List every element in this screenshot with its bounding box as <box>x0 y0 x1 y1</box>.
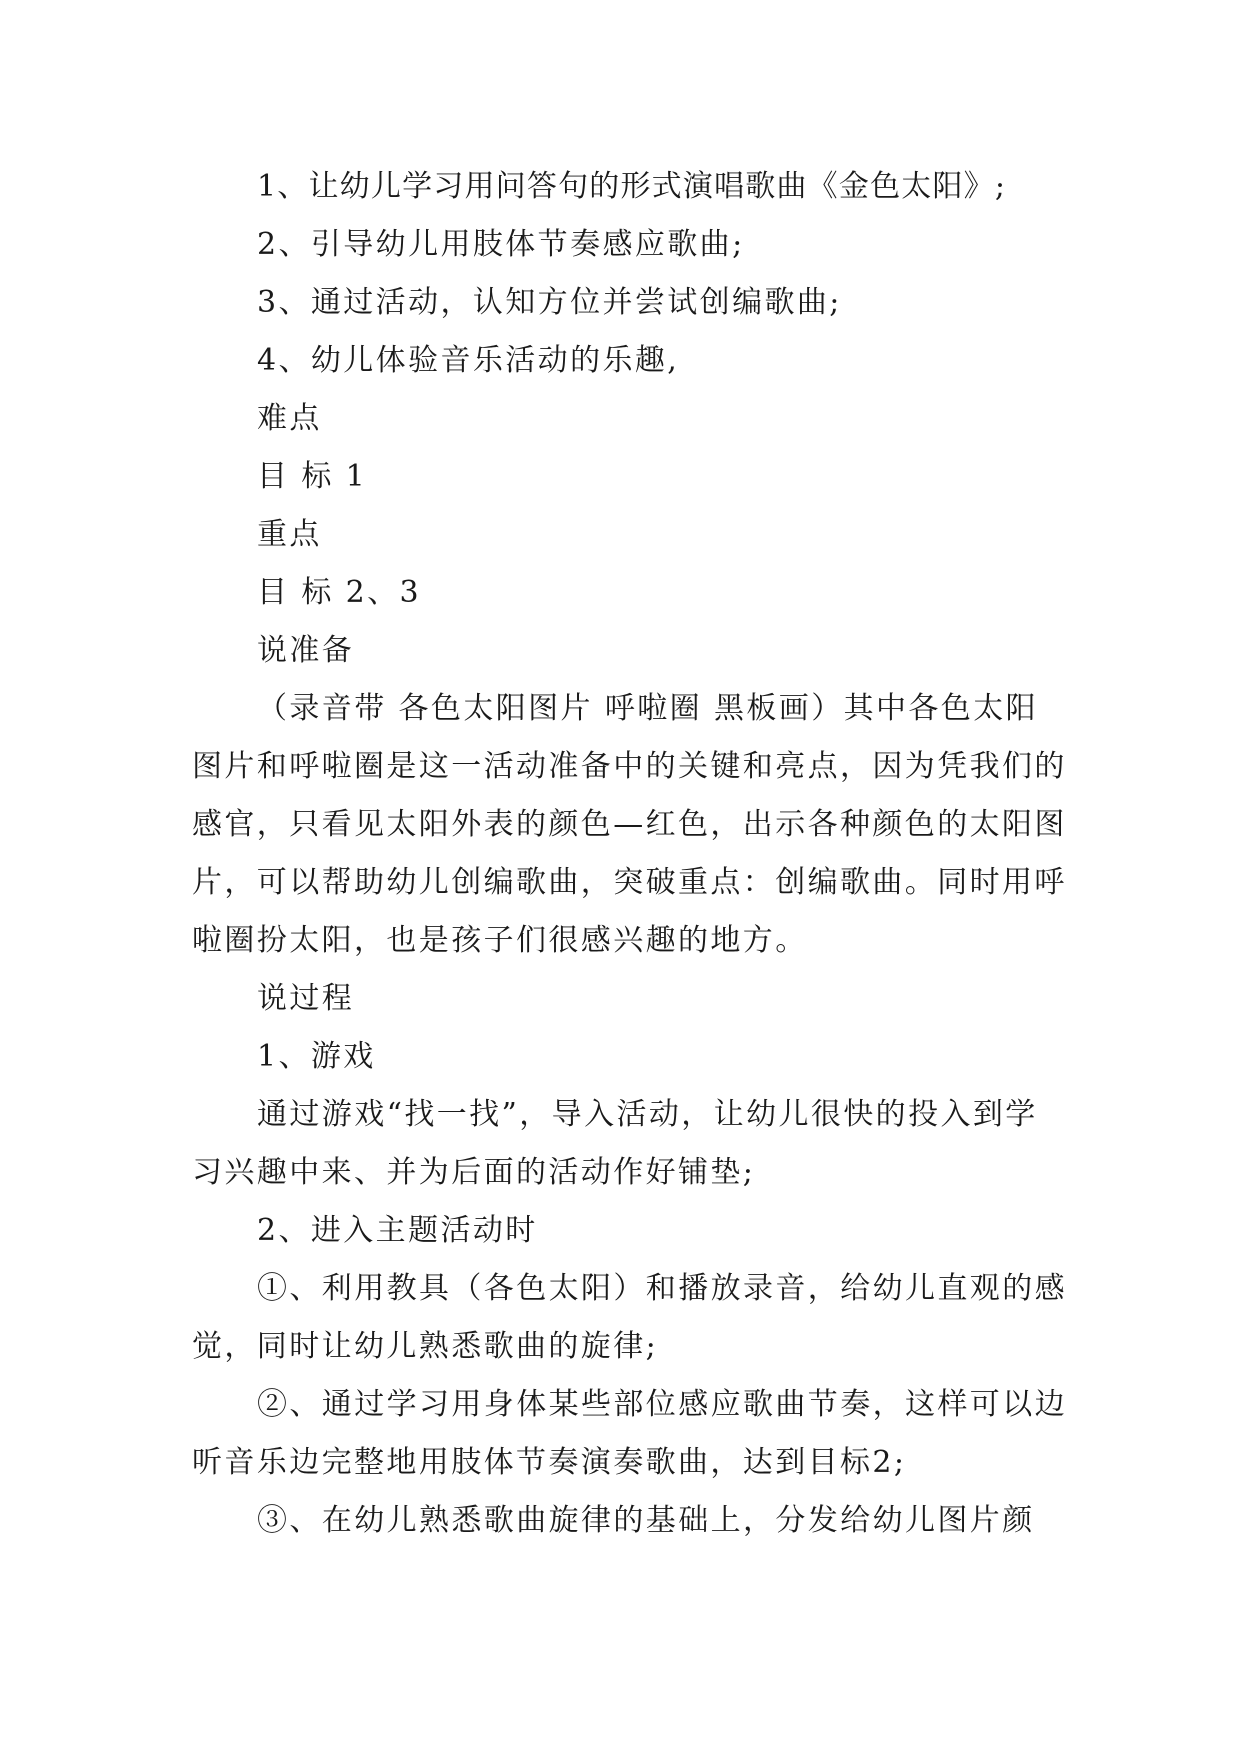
preparation-paragraph: （录音带 各色太阳图片 呼啦圈 黑板画）其中各色太阳图片和呼啦圈是这一活动准备中的关键和亮点，因为凭我们的感官，只看见太阳外表的颜色—红色，出示各种颜色的太阳图片，可以帮助幼儿创编歌曲，突破重点：创编歌曲。同时用呼啦圈扮太阳，也是孩子们很感兴趣的地方。 <box>192 691 1067 958</box>
key-point-heading: 重点 <box>257 517 322 552</box>
difficulty-heading: 难点 <box>257 401 322 436</box>
process-step-1-detail: 通过游戏“找一找”，导入活动，让幼儿很快的投入到学习兴趣中来、并为后面的活动作好铺垫; <box>192 1097 1038 1190</box>
process-step-2-item-1: ①、利用教具（各色太阳）和播放录音，给幼儿直观的感觉，同时让幼儿熟悉歌曲的旋律; <box>192 1271 1067 1364</box>
process-step-2-item-2: ②、通过学习用身体某些部位感应歌曲节奏，这样可以边听音乐边完整地用肢体节奏演奏歌曲，达到目标2; <box>192 1387 1067 1480</box>
difficulty-target: 目 标 1 <box>257 459 368 494</box>
key-point-target: 目 标 2、3 <box>257 575 422 610</box>
objective-1: 1、让幼儿学习用问答句的形式演唱歌曲《金色太阳》; <box>257 169 1007 204</box>
objective-4: 4、幼儿体验音乐活动的乐趣, <box>257 343 680 378</box>
objective-3: 3、通过活动，认知方位并尝试创编歌曲; <box>257 285 842 320</box>
process-heading: 说过程 <box>257 981 355 1016</box>
process-step-1: 1、游戏 <box>257 1039 376 1074</box>
process-step-2: 2、进入主题活动时 <box>257 1213 538 1248</box>
objective-2: 2、引导幼儿用肢体节奏感应歌曲; <box>257 227 745 262</box>
document-body <box>192 158 1067 1550</box>
preparation-heading: 说准备 <box>257 633 355 668</box>
process-step-2-item-3: ③、在幼儿熟悉歌曲旋律的基础上，分发给幼儿图片颜 <box>257 1503 1035 1538</box>
